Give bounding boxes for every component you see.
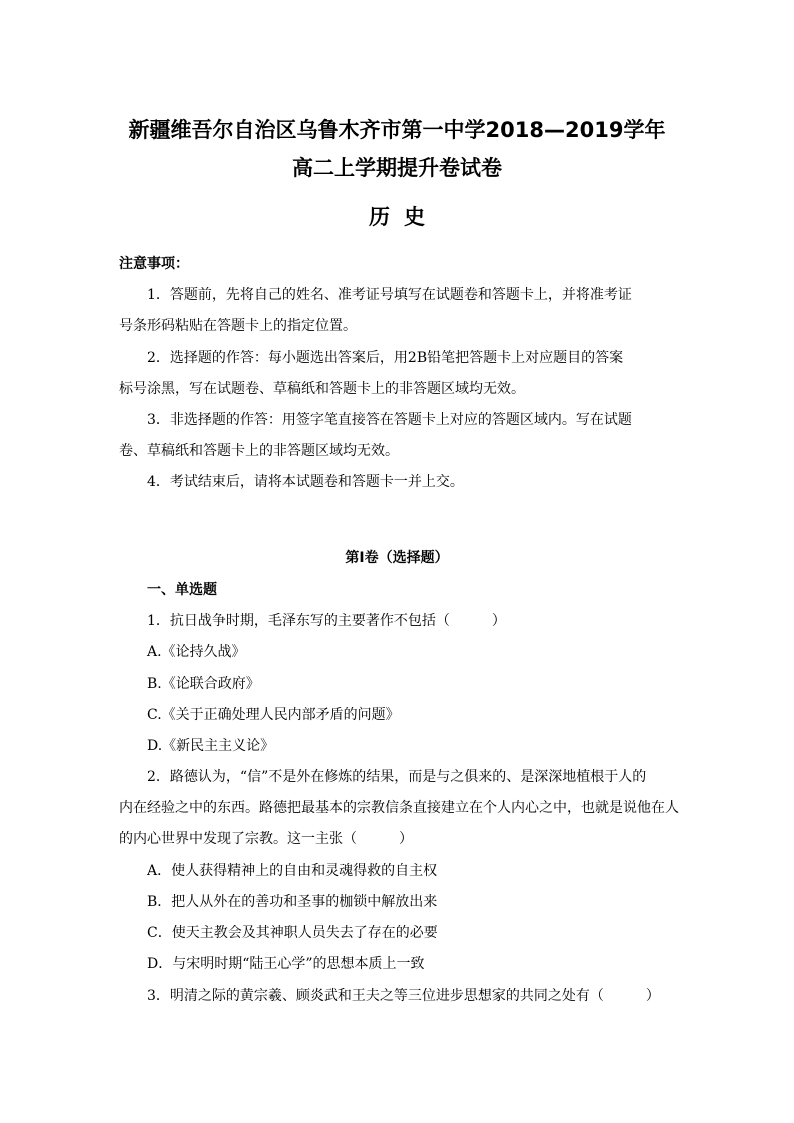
question-2-stem-line-2: 内在经验之中的东西。路德把最基本的宗教信条直接建立在个人内心之中，也就是说他在人: [119, 800, 679, 816]
question-1-option-d: D.《新民主主义论》: [147, 738, 275, 754]
note-3-line-2: 卷、草稿纸和答题卡上的非答题区域均无效。: [119, 443, 399, 459]
exam-title-line-1: 新疆维吾尔自治区乌鲁木齐市第一中学2018—2019学年: [128, 118, 666, 142]
section-title: 第I卷（选择题）: [345, 550, 449, 566]
part-title: 一、单选题: [147, 582, 217, 598]
question-1-option-b: B.《论联合政府》: [147, 676, 260, 692]
note-4-line-1: 4．考试结束后，请将本试题卷和答题卡一并上交。: [147, 474, 464, 490]
note-2-line-1: 2．选择题的作答：每小题选出答案后，用2B铅笔把答题卡上对应题目的答案: [147, 350, 624, 366]
question-2-option-d: D．与宋明时期“陆王心学”的思想本质上一致: [147, 956, 425, 972]
question-1-stem: 1．抗日战争时期，毛泽东写的主要著作不包括（ ）: [147, 613, 506, 629]
note-3-line-1: 3．非选择题的作答：用签字笔直接答在答题卡上对应的答题区域内。写在试题: [147, 412, 632, 428]
question-2-option-b: B．把人从外在的善功和圣事的枷锁中解放出来: [147, 894, 438, 910]
notes-label: 注意事项：: [119, 256, 189, 272]
question-2-stem-line-3: 的内心世界中发现了宗教。这一主张（ ）: [119, 831, 413, 847]
question-3-stem: 3．明清之际的黄宗羲、顾炎武和王夫之等三位进步思想家的共同之处有（ ）: [147, 988, 660, 1004]
note-1-line-2: 号条形码粘贴在答题卡上的指定位置。: [119, 318, 357, 334]
subject-title: 历史: [369, 205, 439, 229]
question-2-option-a: A．使人获得精神上的自由和灵魂得救的自主权: [147, 863, 438, 879]
question-2-option-c: C．使天主教会及其神职人员失去了存在的必要: [147, 925, 438, 941]
exam-title-line-2: 高二上学期提升卷试卷: [292, 156, 502, 180]
note-2-line-2: 标号涂黑，写在试题卷、草稿纸和答题卡上的非答题区域均无效。: [119, 381, 525, 397]
question-2-stem-line-1: 2．路德认为，“信”不是外在修炼的结果，而是与之俱来的、是深深地植根于人的: [147, 769, 647, 785]
question-1-option-a: A.《论持久战》: [147, 644, 246, 660]
question-1-option-c: C.《关于正确处理人民内部矛盾的问题》: [147, 707, 400, 723]
note-1-line-1: 1．答题前，先将自己的姓名、准考证号填写在试题卷和答题卡上，并将准考证: [147, 287, 632, 303]
